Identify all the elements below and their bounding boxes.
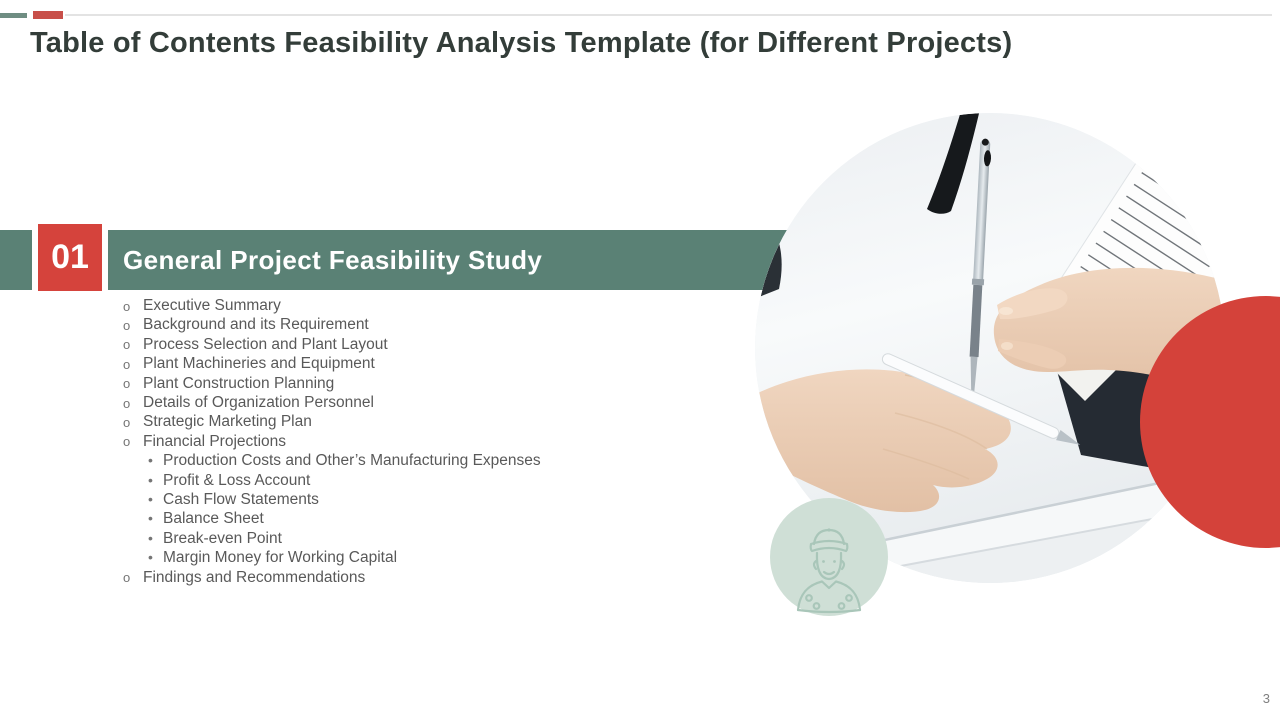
toc-item	[118, 471, 618, 490]
toc-item	[118, 432, 618, 451]
toc-label: Findings and Recommendations	[143, 568, 366, 586]
toc-bullet: •	[148, 471, 153, 488]
toc-label: Executive Summary	[143, 297, 281, 314]
person-with-cap-icon	[770, 498, 888, 616]
toc-bullet: o	[123, 376, 131, 392]
toc-label: Details of Organization Personnel	[143, 394, 374, 412]
toc-item	[118, 568, 618, 587]
toc-label: Plant Construction Planning	[143, 374, 335, 392]
toc-item	[118, 412, 618, 431]
section-number: 01	[51, 238, 89, 276]
toc-label: Production Costs and Other’s Manufacturing Expenses	[163, 452, 541, 470]
toc-bullet: o	[123, 434, 131, 450]
toc-item	[118, 374, 618, 393]
toc-label: Plant Machineries and Equipment	[143, 355, 375, 373]
toc-bullet: o	[123, 298, 131, 314]
toc-label: Process Selection and Plant Layout	[143, 335, 388, 353]
toc-label: Profit & Loss Account	[163, 471, 311, 489]
toc-item	[118, 393, 618, 412]
page-number: 3	[1262, 691, 1270, 706]
toc-item	[118, 509, 618, 528]
toc-item	[118, 335, 618, 354]
toc-bullet: •	[148, 510, 153, 527]
toc-bullet: o	[123, 356, 131, 372]
toc-label: Strategic Marketing Plan	[143, 413, 312, 431]
section-heading: General Project Feasibility Study	[123, 245, 543, 275]
toc-bullet: o	[123, 395, 131, 411]
toc-bullet: o	[123, 414, 131, 430]
toc-item	[118, 296, 618, 315]
toc-item	[118, 529, 618, 548]
toc-item	[118, 354, 618, 373]
toc-bullet: o	[123, 337, 131, 353]
toc-list	[118, 296, 618, 587]
toc-bullet: •	[148, 549, 153, 566]
toc-item	[118, 548, 618, 567]
section-number-badge	[32, 224, 108, 291]
toc-bullet: o	[123, 317, 131, 333]
top-divider-line	[65, 14, 1272, 16]
toc-label: Financial Projections	[143, 432, 287, 450]
page-title: Table of Contents Feasibility Analysis Template (for Different Projects)	[30, 27, 1013, 59]
toc-label: Cash Flow Statements	[163, 491, 319, 509]
toc-label: Margin Money for Working Capital	[163, 549, 398, 567]
toc-label: Background and its Requirement	[143, 316, 369, 334]
toc-bullet: •	[148, 491, 153, 508]
toc-item	[118, 490, 618, 509]
toc-bullet: •	[148, 529, 153, 546]
toc-item	[118, 315, 618, 334]
toc-label: Balance Sheet	[163, 510, 264, 528]
section-banner	[0, 230, 790, 290]
person-badge	[770, 498, 888, 616]
toc-bullet: •	[148, 452, 153, 469]
top-bar-red	[33, 11, 63, 19]
toc-label: Break-even Point	[163, 529, 282, 547]
top-bar-green	[0, 13, 27, 18]
toc-bullet: o	[123, 570, 131, 586]
toc-item	[118, 451, 618, 470]
